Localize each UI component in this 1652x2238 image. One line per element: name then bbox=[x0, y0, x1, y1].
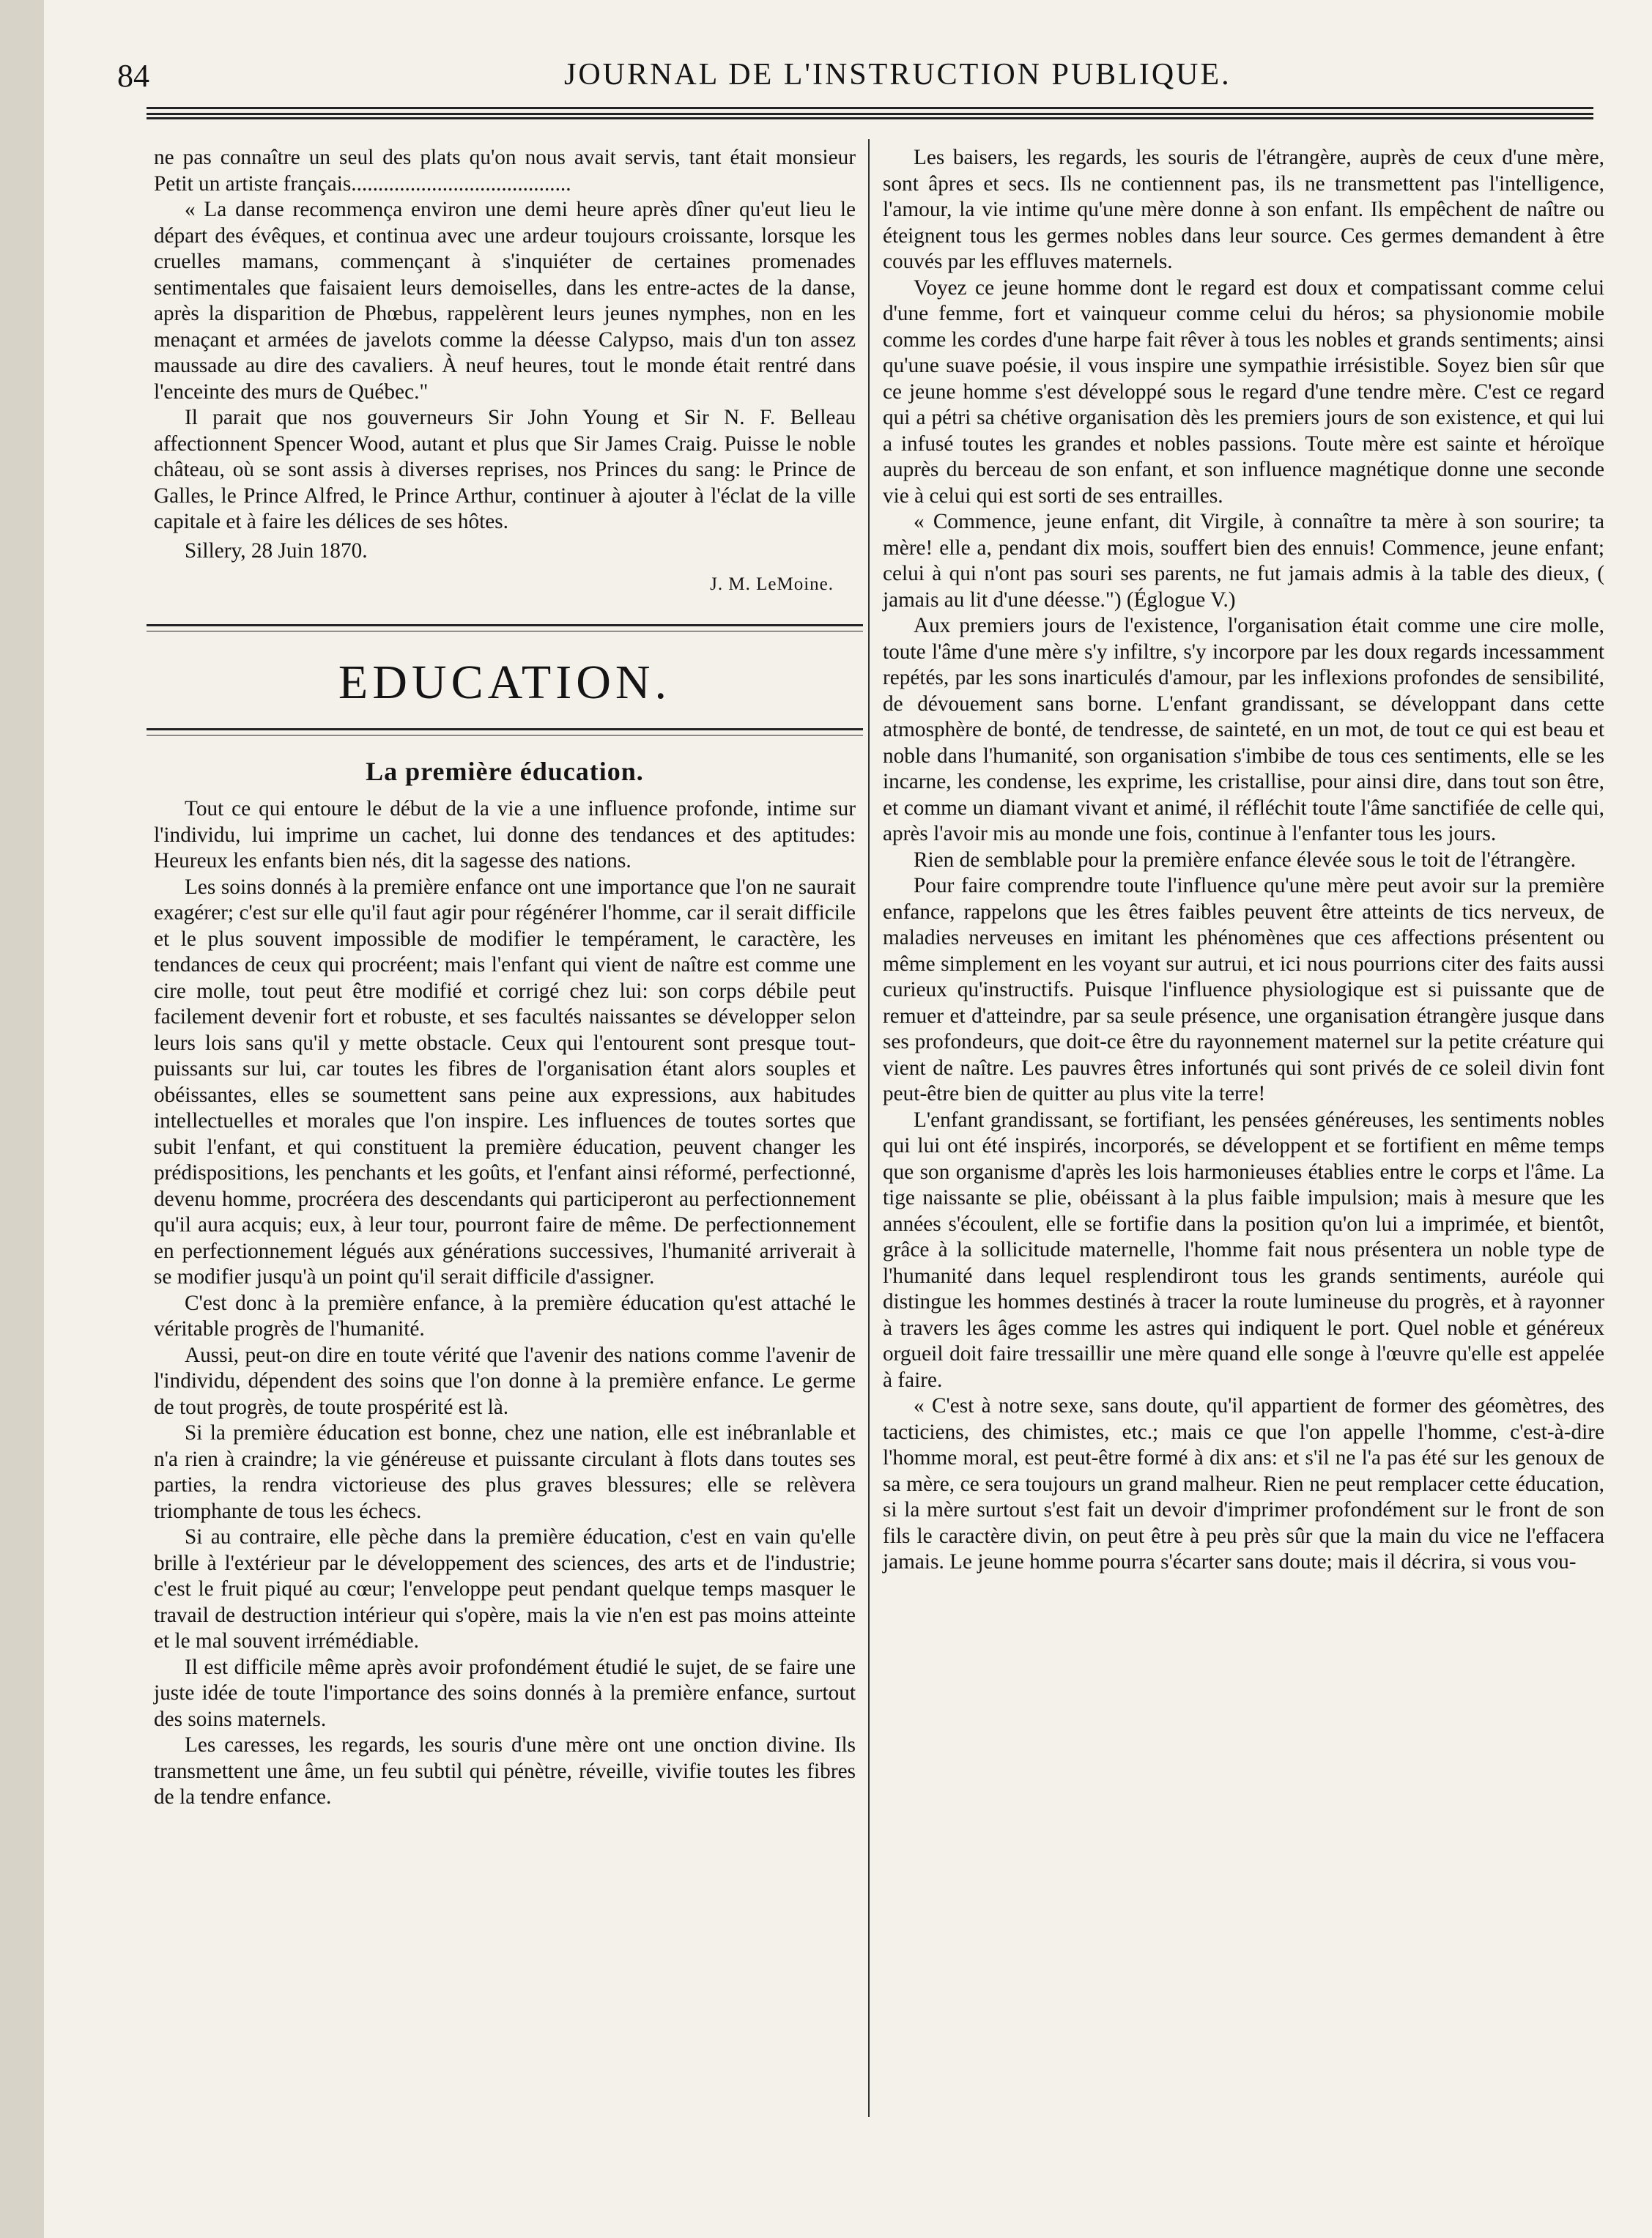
article-title: La première éducation. bbox=[366, 756, 644, 786]
page-number: 84 bbox=[117, 58, 149, 94]
paragraph: Les baisers, les regards, les souris de l'étrangère, auprès de ceux d'une mère, sont âpres et secs. Ils ne contiennent pas, ils ne transmettent pas l'intelligence, l'amour, la vie intime qu'une mère donne à son enfant. Ils empêchent de naître ou éteignent tous les germes nobles dans leur source. Ces germes demandent à être couvés par les effluves maternels. bbox=[883, 146, 1604, 273]
paragraph: L'enfant grandissant, se fortifiant, les pensées généreuses, les sentiments nobles qui lui ont été inspirés, incorporés, se développent et se fortifient en même temps que son organisme d'après les lois harmonieuses établies entre le corps et l'âme. La tige naissante se plie, obéissant à la plus faible impulsion; mais à mesure que les années s'écoulent, elle se fortifie dans la position qu'on lui a imprimée, et bientôt, grâce à la sollicitude maternelle, l'homme fait nous présentera un noble type de l'humanité dans lequel resplendiront tous les grands sentiments, auréole qui distingue les hommes destinés à tracer la route lumineuse du progrès, et à rayonner à travers les âges comme les astres qui indiquent le port. Quel noble et généreux orgueil doit faire tressaillir une mère quand elle songe à l'œuvre qu'elle est appelée à faire. bbox=[883, 1108, 1604, 1392]
paragraph: Pour faire comprendre toute l'influence qu'une mère peut avoir sur la première enfance, rappelons que les êtres faibles peuvent être atteints de tics nerveux, de maladies nerveuses en imitant les phénomènes que ces affections présentent ou même simplement en les voyant sur autrui, et ici nous pourrions citer des faits aussi curieux qu'instructifs. Puisque l'influence physiologique est si puissante que de remuer et d'atteindre, par sa seule présence, une organisation étrangère jusque dans ses profondeurs, que doit-ce être du rayonnement maternel sur la petite créature qui vient de naître. Les pauvres êtres infortunés qui sont privés de ce soleil divin font peut-être bien de quitter au plus vite la terre! bbox=[883, 874, 1604, 1105]
paragraph: « La danse recommença environ une demi heure après dîner qu'eut lieu le départ des évêques, et continua avec une ardeur toujours croissante, lorsque les cruelles mamans, commençant à s'inquiéter de certaines promenades sentimentales que faisaient leurs demoiselles, dans les entre-actes de la danse, après la disparition de Phœbus, rappelèrent leurs jeunes nymphes, non en les menaçant et armées de javelots comme la déesse Calypso, mais d'un ton assez maussade au dire des cavaliers. À neuf heures, tout le monde était rentré dans l'enceinte des murs de Québec." bbox=[154, 198, 856, 404]
left-column bbox=[154, 145, 856, 1811]
header-rule bbox=[147, 113, 1593, 115]
paragraph: Voyez ce jeune homme dont le regard est doux et compatissant comme celui d'une femme, fort et vainqueur comme celui du héros; sa physionomie mobile comme les cordes d'une harpe fait rêver à tous les nobles et grands sentiments; ainsi qu'une suave poésie, il vous inspire une sympathie irrésistible. Soyez bien sûr que ce jeune homme s'est développé sous le regard d'une tendre mère. C'est ce regard qui a pétri sa chétive organisation dès les premiers jours de son existence, et qui lui a infusé toutes les grandes et nobles passions. Toute mère est sainte et héroïque auprès du berceau de son enfant, et son influence magnétique donne une seconde vie à celui qui est sorti de ses entrailles. bbox=[883, 275, 1604, 508]
author-signature: J. M. LeMoine. bbox=[710, 574, 834, 594]
paragraph: Tout ce qui entoure le début de la vie a une influence profonde, intime sur l'individu, lui imprime un cachet, lui donne des tendances et des aptitudes: Heureux les enfants bien nés, dit la sagesse des nations. bbox=[154, 797, 856, 872]
paragraph: Aussi, peut-on dire en toute vérité que l'avenir des nations comme l'avenir de l'individu, dépendent des soins que l'on donne à la première enfance. Le germe de tout progrès, de toute prospérité est là. bbox=[154, 1343, 856, 1419]
paragraph: Les caresses, les regards, les souris d'une mère ont une onction divine. Ils transmettent une âme, un feu subtil qui pénètre, réveille, vivifie toutes les fibres de la tendre enfance. bbox=[154, 1733, 856, 1809]
right-column bbox=[883, 145, 1604, 1576]
section-heading: EDUCATION. bbox=[338, 655, 672, 709]
paragraph: ne pas connaître un seul des plats qu'on nous avait servis, tant était monsieur Petit un artiste français......................................... bbox=[154, 146, 856, 196]
paragraph: Rien de semblable pour la première enfance élevée sous le toit de l'étrangère. bbox=[914, 848, 1577, 872]
paragraph: Il parait que nos gouverneurs Sir John Young et Sir N. F. Belleau affectionnent Spencer Wood, autant et plus que Sir James Craig. Puisse le noble château, où se sont assis à diverses reprises, nos Princes du sang: le Prince de Galles, le Prince Alfred, le Prince Arthur, continuer à ajouter à l'éclat de la ville capitale et à faire les délices de ses hôtes. bbox=[154, 406, 856, 533]
section-rule bbox=[147, 624, 863, 631]
dateline: Sillery, 28 Juin 1870. bbox=[185, 538, 368, 563]
paragraph: Les soins donnés à la première enfance ont une importance que l'on ne saurait exagérer; c'est sur elle qu'il faut agir pour régénérer l'homme, car il serait difficile et le plus souvent impossible de modifier le tempérament, le caractère, les tendances de ceux qui procréent; mais l'enfant qui vient de naître est comme une cire molle, tout peut être modifié et corrigé chez lui: son corps débile peut facilement devenir fort et robuste, et ses facultés naissantes se développer selon leurs lois sans qu'il y mette obstacle. Ceux qui l'entourent sont presque tout-puissants sur lui, car toutes les fibres de l'organisation étant alors souples et obéissantes, elles se soumettent sans peine aux expressions, aux habitudes intellectuelles et morales que l'on inspire. Les influences de toutes sortes que subit l'enfant, et qui constituent la première éducation, peuvent changer les prédispositions, les penchants et les goûts, et l'enfant ainsi réformé, perfectionné, devenu homme, procréera des descendants qui participeront au perfectionnement qu'il aura acquis; eux, à leur tour, pourront faire de même. De perfectionnement en perfectionnement légués aux générations successives, l'humanité arriverait à se modifier jusqu'à un point qu'il serait difficile d'assigner. bbox=[154, 875, 856, 1289]
paragraph: Si au contraire, elle pèche dans la première éducation, c'est en vain qu'elle brille à l'extérieur par le développement des sciences, des arts et de l'industrie; c'est le fruit piqué au cœur; l'enveloppe peut pendant quelque temps masquer le travail de destruction intérieur qui s'opère, mais la vie n'en est pas moins atteinte et le mal souvent irrémédiable. bbox=[154, 1525, 856, 1653]
paragraph: Si la première éducation est bonne, chez une nation, elle est inébranlable et n'a rien à craindre; la vie généreuse et puissante circulant à flots dans toutes ses parties, la rendra victorieuse des plus graves blessures; elle se relèvera triomphante de tous les échecs. bbox=[154, 1421, 856, 1523]
column-divider bbox=[868, 139, 870, 2117]
paragraph: « C'est à notre sexe, sans doute, qu'il appartient de former des géomètres, des tacticiens, des chimistes, etc.; mais ce que l'on appelle l'homme, c'est-à-dire l'homme moral, est peut-être formé à dix ans: et s'il ne l'a pas été sur les genoux de sa mère, ce sera toujours un grand malheur. Rien ne peut remplacer cette éducation, si la mère surtout s'est fait un devoir d'imprimer profondément sur le front de son fils le caractère divin, on peut être à peu près sûr que la main du vice ne l'effacera jamais. Le jeune homme pourra s'écarter sans doute; mais il décrira, si vous vou- bbox=[883, 1394, 1604, 1574]
header-rule bbox=[147, 107, 1593, 109]
paragraph: Aux premiers jours de l'existence, l'organisation était comme une cire molle, toute l'âme d'une mère s'y infiltre, s'y incorpore par les doux regards incessamment repétés, par les sons inarticulés d'amour, par les inflexions profondes de sensibilité, de dévouement sans borne. L'enfant grandissant, se développant dans cette atmosphère de bonté, de tendresse, de sainteté, en un mot, de tout ce qui est beau et noble dans l'humanité, son organisation s'imbibe de tous ces sentiments, elle se les incarne, les condense, les exprime, les cristallise, pour ainsi dire, dans tout son être, et comme un diamant vivant et animé, il réfléchit toute l'âme sanctifiée de celle qui, après l'avoir mis au monde une fois, continue à l'enfanter tous les jours. bbox=[883, 614, 1604, 845]
paragraph: Il est difficile même après avoir profondément étudié le sujet, de se faire une juste idée de toute l'importance des soins donnés à la première enfance, surtout des soins maternels. bbox=[154, 1655, 856, 1731]
section-rule bbox=[147, 728, 863, 735]
page-edge bbox=[0, 0, 44, 2238]
header-rule bbox=[147, 117, 1593, 119]
paragraph: C'est donc à la première enfance, à la première éducation qu'est attaché le véritable progrès de l'humanité. bbox=[154, 1291, 856, 1341]
running-title: JOURNAL DE L'INSTRUCTION PUBLIQUE. bbox=[564, 58, 1231, 92]
paragraph: « Commence, jeune enfant, dit Virgile, à connaître ta mère à son sourire; ta mère! elle a, pendant dix mois, souffert bien des ennuis! Commence, jeune enfant; celui à qui n'ont pas souri ses parents, ne fut jamais admis à la table des dieux, ( jamais au lit d'une déesse.") (Églogue V.) bbox=[883, 510, 1604, 612]
